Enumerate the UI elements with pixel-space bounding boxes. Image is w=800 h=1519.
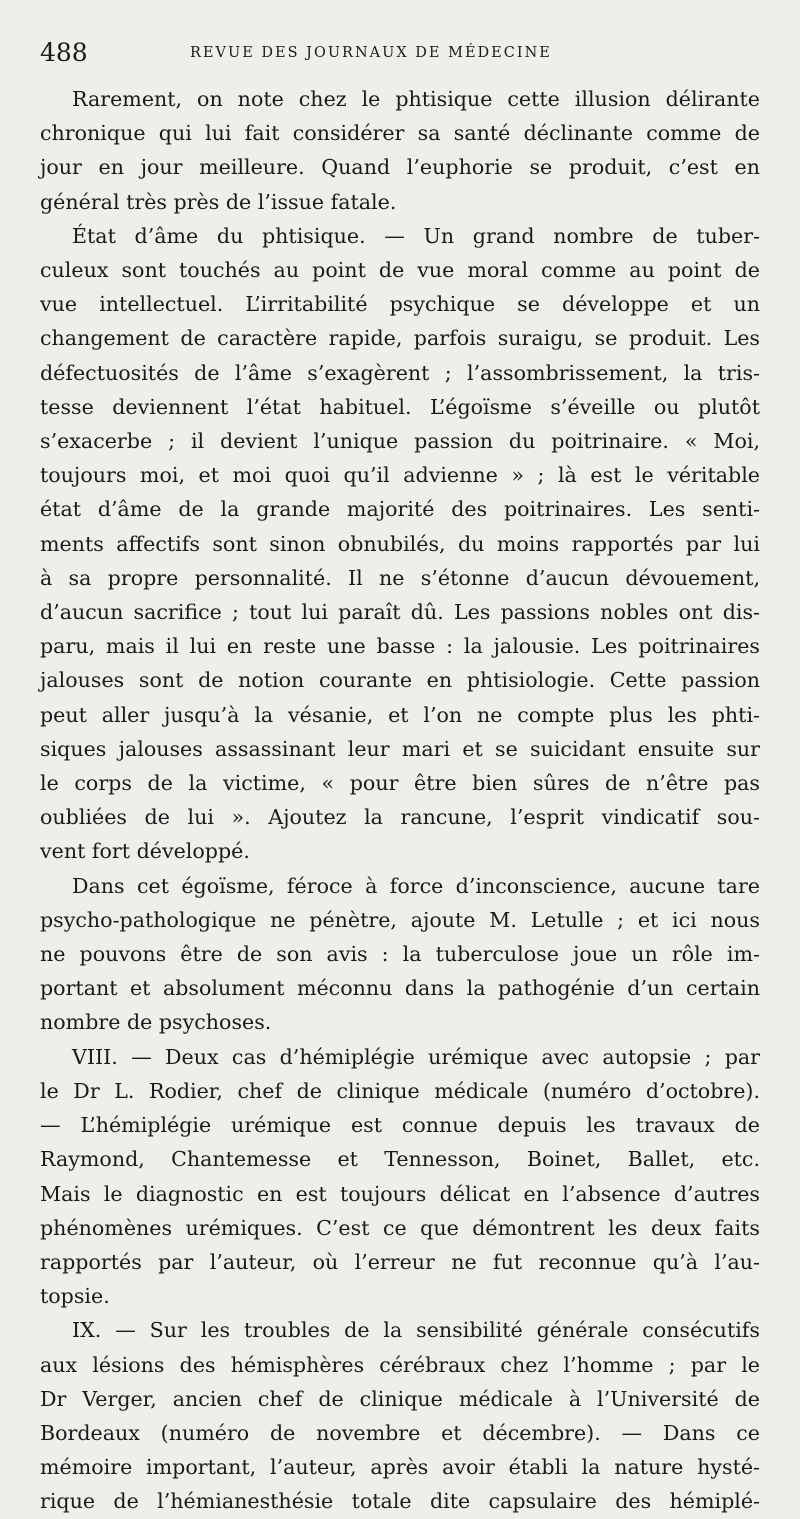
text-line: défectuosités de l’âme s’exagèrent ; l’assombrissement, la tris- [40,360,760,385]
text-line: VIII. — Deux cas d’hémiplégie urémique avec autopsie ; par [72,1044,760,1069]
text-line: rique de l’hémianesthésie totale dite capsulaire des hémiplé- [40,1489,760,1514]
text-line: jalouses sont de notion courante en phtisiologie. Cette passion [40,668,760,693]
text-line: portant et absolument méconnu dans la pathogénie d’un certain [40,976,760,1001]
text-line: mémoire important, l’auteur, après avoir établi la nature hysté- [40,1455,760,1480]
text-line: s’exacerbe ; il devient l’unique passion du poitrinaire. « Moi, [40,429,760,454]
text-line: siques jalouses assassinant leur mari et se suicidant ensuite sur [40,736,760,761]
running-title: REVUE DES JOURNAUX DE MÉDECINE [190,45,552,61]
text-line: — L’hémiplégie urémique est connue depuis les travaux de [40,1113,760,1138]
text-line: Mais le diagnostic en est toujours délicat en l’absence d’autres [40,1181,760,1206]
text-line: vue intellectuel. L’irritabilité psychique se développe et un [40,292,760,317]
text-line: nombre de psychoses. [40,1010,272,1035]
text-line: culeux sont touchés au point de vue moral comme au point de [40,258,760,283]
text-line: Dans cet égoïsme, féroce à force d’inconscience, aucune tare [72,873,760,898]
text-line: Raymond, Chantemesse et Tennesson, Boinet, Ballet, etc. [40,1147,760,1172]
text-line: Bordeaux (numéro de novembre et décembre). — Dans ce [40,1420,760,1445]
text-line: toujours moi, et moi quoi qu’il advienne » ; là est le véritable [40,463,760,488]
text-line: topsie. [40,1284,110,1309]
text-line: aux lésions des hémisphères cérébraux chez l’homme ; par le [40,1352,760,1377]
text-line: vent fort développé. [40,839,250,864]
page-header [40,38,760,78]
text-line: rapportés par l’auteur, où l’erreur ne fut reconnue qu’à l’au- [40,1249,760,1274]
text-line: oubliées de lui ». Ajoutez la rancune, l’esprit vindicatif sou- [40,805,760,830]
text-line: changement de caractère rapide, parfois suraigu, se produit. Les [40,326,760,351]
text-line: IX. — Sur les troubles de la sensibilité générale consécutifs [72,1318,760,1343]
text-line: état d’âme de la grande majorité des poitrinaires. Les senti- [40,497,760,522]
text-line: ments affectifs sont sinon obnubilés, du moins rapportés par lui [40,531,760,556]
text-line: chronique qui lui fait considérer sa santé déclinante comme de [40,121,760,146]
text-line: Dr Verger, ancien chef de clinique médicale à l’Université de [40,1386,760,1411]
text-line: le corps de la victime, « pour être bien sûres de n’être pas [40,771,760,796]
page-number: 488 [40,38,88,67]
text-line: à sa propre personnalité. Il ne s’étonne d’aucun dévouement, [40,565,760,590]
text-line: psycho-pathologique ne pénètre, ajoute M. Letulle ; et ici nous [40,907,760,932]
text-line: tesse deviennent l’état habituel. L’égoïsme s’éveille ou plutôt [40,394,760,419]
text-line: paru, mais il lui en reste une basse : la jalousie. Les poitrinaires [40,634,760,659]
text-line: général très près de l’issue fatale. [40,189,397,214]
text-line: le Dr L. Rodier, chef de clinique médicale (numéro d’octobre). [40,1078,760,1103]
text-line: jour en jour meilleure. Quand l’euphorie se produit, c’est en [40,155,760,180]
body-text [40,82,760,1519]
text-line: Rarement, on note chez le phtisique cette illusion délirante [72,87,760,111]
text-line: peut aller jusqu’à la vésanie, et l’on ne compte plus les phti- [40,702,760,727]
text-line: État d’âme du phtisique. — Un grand nombre de tuber- [72,223,760,248]
text-line: phénomènes urémiques. C’est ce que démontrent les deux faits [40,1215,760,1240]
text-line: ne pouvons être de son avis : la tuberculose joue un rôle im- [40,942,760,967]
text-line: d’aucun sacrifice ; tout lui paraît dû. Les passions nobles ont dis- [40,600,760,625]
